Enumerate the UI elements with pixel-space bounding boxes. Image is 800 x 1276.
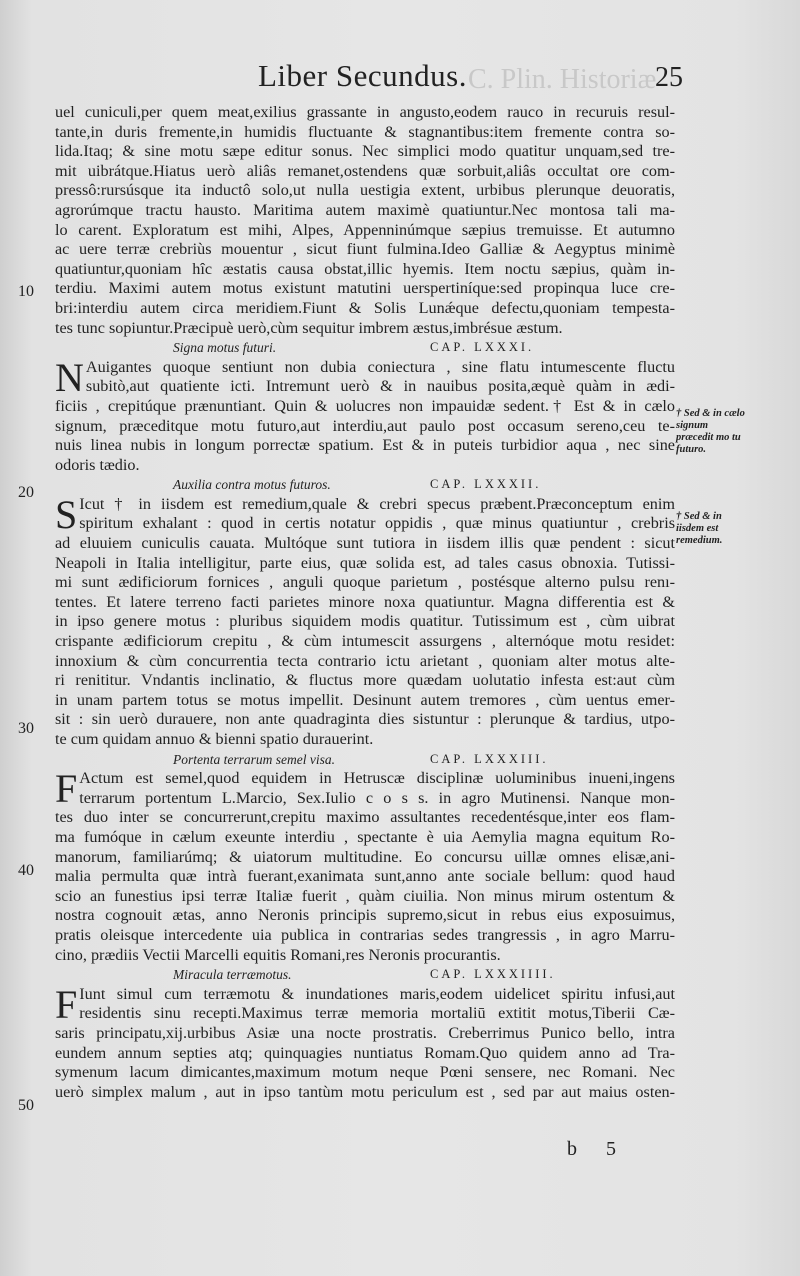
chapter-heading (55, 475, 675, 495)
signature-mark: b 5 (567, 1138, 628, 1160)
text-line: terdiu. Maximi autem motus existunt matutini uerspertiníque:sed propinqua luce cre- (55, 279, 675, 298)
text-line: ri renititur. Vndantis inclinatio, & fluctus more quædam uolutatio infesta est:aut cùm (55, 671, 675, 690)
text-line: tante,in duris fremente,in humidis fluctuante & stagnantibus:item fremente contra so- (55, 122, 675, 141)
text-line: uerò simplex malum , aut in ipso tantùm motu periculum est , sed par aut maius osten- (55, 1082, 675, 1101)
text-line: crispante ædificiorum crepitu , & cùm intumescit assurgens , alternóque motu residet: (55, 632, 675, 651)
text-line: in unam partem totus se motus impellit. Desinunt autem tremores , cùm uentus emer- (55, 690, 675, 709)
text-line: terrarum portentum L.Marcio, Sex.Iulio c o s s. in agro Mutinensi. Nanque mon- (79, 788, 675, 807)
text-line: tentes. Et latere terreno facti parietes minore noxa quatiuntur. Magna differentia est & (55, 592, 675, 611)
text-line: ma fumóque in cælum exeunte interdiu , spectante è uia Aemylia magna equitum Ro- (55, 827, 675, 846)
text-line: Iunt simul cum terræmotu & inundationes maris,eodem uidelicet spiritu infusi,aut (79, 984, 675, 1003)
text-line: spiritum exhalant : quod in certis notatur oppidis , quæ minus quatiuntur , crebris (79, 514, 675, 533)
text-line: Neapoli in Italia intelligitur, parte eius, quæ solida est, ad tales casus obnoxia. Tutissi- (55, 553, 675, 572)
text-line: residentis sinu recepti.Maximus terræ memoria mortaliū extitit motus,Tiberii Cæ- (79, 1004, 675, 1023)
text-line: symenum lacum dimicantes,maximum motum neque Pœni sensere, nec Romani. Nec (55, 1063, 675, 1082)
line-number: 50 (18, 1097, 34, 1114)
chapter-paragraph (55, 981, 675, 1103)
chapter-paragraph (55, 354, 675, 476)
chapter-title: Signa motus futuri. (173, 340, 277, 356)
text-line: mi sunt ædificiorum fornices , anguli quoque parietum , postésque alterno pulsu renı- (55, 573, 675, 592)
text-line: uel cuniculi,per quem meat,exilius grassante in angusto,eodem rauco in recuruis resul- (55, 103, 675, 121)
chapter-title: Auxilia contra motus futuros. (173, 477, 331, 493)
chapter-heading (55, 338, 675, 358)
chapter-number: CAP. LXXXI. (430, 340, 535, 355)
text-line: pratis oleisque intercedente uia publica in contrarias sedes trangressis , in agro Marru- (55, 925, 675, 944)
text-line: malia permulta quæ intrà fuerant,exanimata sunt,anno ante sociale bellum: quod haud (55, 867, 675, 886)
body-text (55, 103, 675, 1102)
text-line: eundem annum septies atq; quinquagies nuntiatus Romam.Quo quidem anno ad Tra- (55, 1043, 675, 1062)
drop-cap: S (55, 491, 78, 537)
text-line: mit uibrátque.Hiatus uerò aliâs remanet,ostendens quæ sorbuit,aliâs occultat ore com- (55, 161, 675, 180)
text-line: odoris tædio. (55, 455, 140, 474)
show-through-text: C. Plin. Historiæ (468, 64, 657, 95)
text-line: nostra cognouit ætas, anno Neronis principis supremo,sicut in rebus eius exposuimus, (55, 906, 675, 925)
intro-paragraph (55, 103, 675, 338)
line-number: 30 (18, 720, 34, 737)
chapter-heading (55, 965, 675, 985)
margin-note: † Sed & in cælo signum præcedit mo tu futuro. (676, 408, 745, 455)
chapter-number: CAP. LXXXIII. (430, 751, 549, 766)
text-line: nuis linea nubis in longum porrectæ spatium. Est & in puteis turbidior aqua , nec sine (55, 436, 675, 455)
text-line: manorum, familiarúmq; & uiatorum multitudine. Eo concursu uillæ omnes elisæ,ani- (55, 847, 675, 866)
text-line: bri:interdiu autem circa meridiem.Fiunt & Solis Lunǽque defectu,quoniam tempesta- (55, 298, 675, 317)
chapter-paragraph (55, 766, 675, 965)
chapter-paragraph (55, 491, 675, 750)
text-line: Icut † in iisdem est remedium,quale & crebri specus præbent.Præconceptum enim (79, 494, 675, 513)
chapter-number: CAP. LXXXII. (430, 477, 542, 492)
text-line: ac uere terræ crebriùs mouentur , sicut fiunt fulmina.Ideo Galliæ & Aegyptus minimè (55, 240, 675, 259)
text-line: sit : sin uerò durauere, non ante quadraginta dies sistuntur : plerunque & tardius, utpo- (55, 710, 675, 729)
text-line: Actum est semel,quod equidem in Hetruscæ disciplinæ uoluminibus inueni,ingens (79, 769, 675, 788)
text-line: subitò,aut quatiente icti. Intremunt uerò & in nauibus posita,æquè quàm in ædi- (85, 377, 675, 396)
line-number: 40 (18, 862, 34, 879)
line-number: 20 (18, 484, 34, 501)
text-line: pressô:rursúsque ita inductô solo,ut nulla uestigia extent, urbibus plerunque deuoratis, (55, 181, 675, 200)
text-line: signum, præceditque motu futuro,aut interdiu,aut paulo post occasum sereno,ceu te- (55, 416, 675, 435)
text-line: ficiis , crepitúque prænuntiant. Quin & uolucres non impauidæ sedent.† Est & in cælo (55, 396, 675, 415)
text-line: innoxium & cùm concurrentia tecta contrario ictu arietant , quoniam alter motus alte- (55, 651, 675, 670)
text-line: cino, prædiis Vectii Marcelli equitis Romani,res Neronis procurantis. (55, 945, 501, 964)
line-number: 10 (18, 283, 34, 300)
text-line: in ipso genere motus : pluribus siquidem modis quatitur. Tutissimum est , cùm uibrat (55, 612, 675, 631)
drop-cap: F (55, 766, 78, 812)
chapter-title: Miracula terræmotus. (173, 967, 292, 983)
text-line: lo carent. Exploratum est mihi, Alpes, Appenninúmque sæpius tremuisse. Et autumno (55, 220, 675, 239)
text-line: te cum quidam annuo & bienni spatio durauerint. (55, 730, 374, 748)
text-line: tes tunc sopiuntur.Præcipuè uerò,cùm sequitur imbrem æstus,imbrésue æstum. (55, 318, 563, 337)
text-line: scio an funestius ipsi terræ Italiæ fuerit , quàm ciuilia. Non minus mirum ostentum & (55, 886, 675, 905)
chapter-title: Portenta terrarum semel visa. (173, 751, 335, 767)
running-head: Liber Secundus. (258, 58, 467, 93)
drop-cap: F (55, 981, 78, 1027)
text-line: Auigantes quoque sentiunt non dubia coniectura , sine flatu intumescente fluctu (85, 357, 675, 376)
text-line: quatiuntur,quoniam hîc æstatis causa obstat,illic hyemis. Item noctu sæpius, quàm in- (55, 259, 675, 278)
text-line: lida.Itaq; & sine motu sæpe editur sonus. Nec simplici modo quatitur unquam,sed tre- (55, 142, 675, 161)
page-number: 25 (655, 62, 683, 93)
chapter-number: CAP. LXXXIIII. (430, 967, 556, 982)
chapter-heading (55, 750, 675, 770)
text-line: ad eluuiem cuniculis cauata. Multóque sunt tutiora in iisdem illis quæ pendent : sicut (55, 534, 675, 553)
text-line: tes duo inter se concurrerunt,crepitu maximo assultantes recedentésque,inter eos flam- (55, 808, 675, 827)
text-line: agrorúmque tractu hausto. Maritima autem maximè quatiuntur.Nec montosa tali ma- (55, 200, 675, 219)
margin-note: † Sed & in iisdem est remedium. (676, 511, 723, 546)
drop-cap: N (55, 354, 84, 400)
text-line: saris principatu,xij.urbibus Asiæ una nocte prostratis. Creberrimus Punico bello, intra (55, 1023, 675, 1042)
